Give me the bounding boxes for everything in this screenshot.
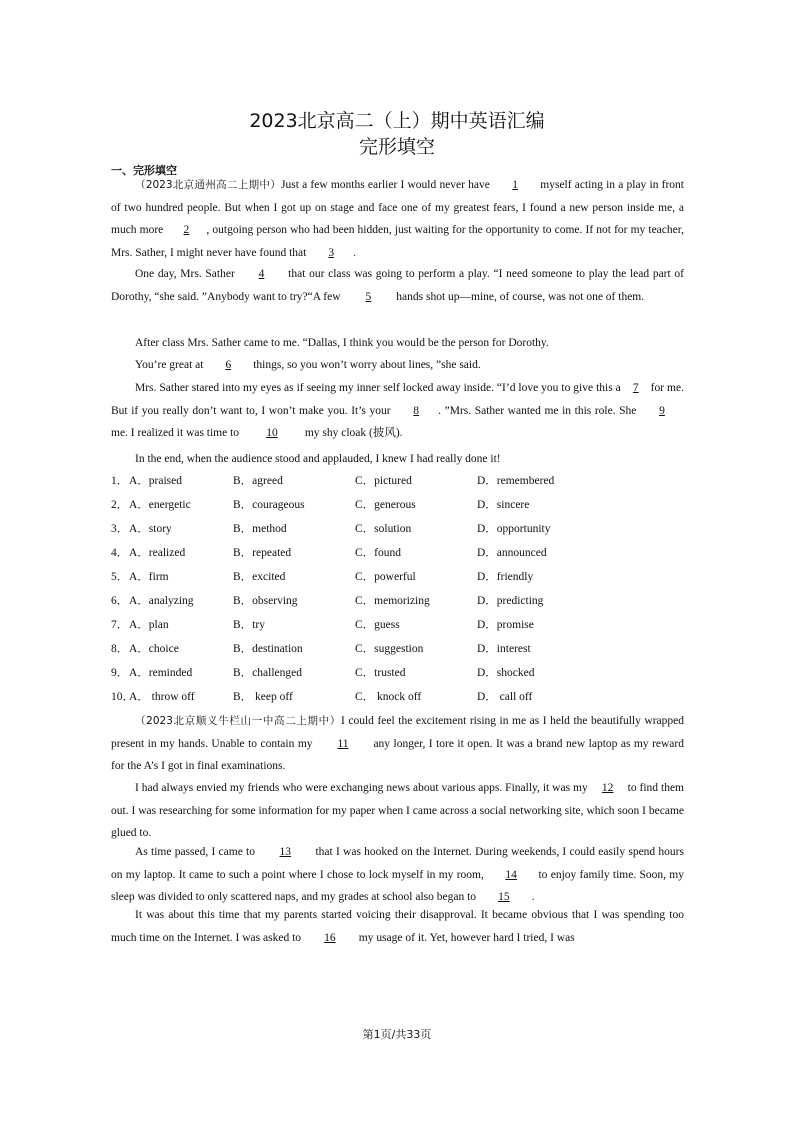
blank-5: 5 [365,290,372,303]
passage1-paragraph-1: （2023北京通州高二上期中）Just a few months earlier I would never have 1 myself acting in a play in front of two hundred people. But when I got up on stage and face one of my greatest fears, I found a new person inside me, a much more 2 , outgoing person who had been hidden, just waiting for the opportunity to come. If not for my teacher, Mrs. Sather, I might never have found that 3 . [111,174,684,264]
blank-14: 14 [505,868,517,881]
question-number: 4． [111,547,129,559]
option-c: C．trusted [355,667,406,679]
option-a: A．praised [129,475,183,487]
passage1-paragraph-6: In the end, when the audience stood and applauded, I knew I had really done it! [135,453,501,465]
option-c: C．memorizing [355,595,430,607]
option-d: D．predicting [477,595,544,607]
title-line-2: 完形填空 [358,136,435,158]
option-c: C．guess [355,619,400,631]
passage1-paragraph-4: You’re great at 6 things, so you won’t worry about lines, ”she said. [111,354,684,377]
option-a: A． throw off [129,691,195,703]
option-a: A．reminded [129,667,193,679]
blank-11: 11 [337,737,349,750]
blank-4: 4 [258,268,265,280]
passage1-source: （2023北京通州高二上期中） [135,179,282,191]
option-c: C．powerful [355,571,416,583]
option-d: D． call off [477,691,533,703]
option-b: B．repeated [233,547,292,559]
title-line-1: 2023北京高二（上）期中英语汇编 [249,110,545,132]
option-c: C．found [355,547,401,559]
passage2-paragraph-2: I had always envied my friends who were exchanging news about various apps. Finally, it was my 12 to find them out. I was researching for some information for my paper when I came across a social networking site, which soon I became glued to. [111,777,684,845]
option-d: D．remembered [477,475,555,487]
option-d: D．friendly [477,571,534,583]
option-c: C．pictured [355,475,412,487]
question-row [111,613,711,637]
option-c: C．generous [355,499,416,511]
question-number: 6． [111,595,129,607]
blank-10: 10 [266,427,278,439]
passage1-paragraph-5: Mrs. Sather stared into my eyes as if seeing my inner self locked away inside. “I’d love you to give this a 7 for me. But if you really don’t want to, I won’t make you. It’s your 8 . ”Mrs. Sather wanted me in this role. She 9 me. I realized it was time to 10 my shy cloak (披风). [111,377,684,445]
question-row [111,565,711,589]
question-number: 8． [111,643,129,655]
option-a: A．energetic [129,499,191,511]
option-b: B．excited [233,571,286,583]
option-b: B． keep off [233,691,293,703]
question-number: 3． [111,523,129,535]
blank-12: 12 [601,782,614,794]
option-d: D．sincere [477,499,530,511]
option-b: B．agreed [233,475,283,487]
blank-3: 3 [328,246,335,259]
option-d: D．shocked [477,667,535,679]
passage1-paragraph-3: After class Mrs. Sather came to me. “Dallas, I think you would be the person for Dorothy. [135,337,549,349]
option-d: D．promise [477,619,534,631]
option-b: B．method [233,523,287,535]
question-number: 5． [111,571,129,583]
option-b: B．courageous [233,499,305,511]
question-row [111,685,711,709]
question-number: 2． [111,499,129,511]
passage2-paragraph-4: It was about this time that my parents started voicing their disapproval. It became obvious that I was spending too much time on the Internet. I was asked to 16 my usage of it. Yet, however hard I tried, I was [111,904,684,949]
option-c: C．suggestion [355,643,424,655]
page-footer: 第1页/共33页 [362,1028,432,1041]
option-d: D．interest [477,643,531,655]
question-row [111,493,711,517]
passage2-source: （2023北京顺义牛栏山一中高二上期中） [135,715,342,727]
question-row [111,661,711,685]
question-row [111,517,711,541]
question-number: 7． [111,619,129,631]
passage2-paragraph-3: As time passed, I came to 13 that I was hooked on the Internet. During weekends, I could easily spend hours on my laptop. It came to such a point where I chose to lock myself in my room, 14 to enjoy family time. Soon, my sleep was divided to only scattered naps, and my grades at school also began to 15 . [111,841,684,909]
option-b: B．destination [233,643,303,655]
question-number: 1． [111,475,129,487]
option-d: D．announced [477,547,547,559]
passage2-paragraph-1: （2023北京顺义牛栏山一中高二上期中）I could feel the excitement rising in me as I held the beautifully wrapped present in my hands. Unable to contain my 11 any longer, I tore it open. It was a brand new laptop as my reward for the A’s I got in final examinations. [111,715,684,772]
question-row [111,589,711,613]
option-a: A．plan [129,619,169,631]
option-a: A．analyzing [129,595,194,607]
option-b: B．observing [233,595,298,607]
question-number: 9． [111,667,129,679]
option-a: A．firm [129,571,169,583]
option-b: B．challenged [233,667,302,679]
blank-15: 15 [498,891,510,903]
document-title [0,108,794,160]
option-b: B．try [233,619,265,631]
question-number: 10． [111,691,134,703]
option-c: C． knock off [355,691,422,703]
option-a: A．story [129,523,172,535]
blank-16: 16 [324,931,336,944]
passage1-paragraph-2: One day, Mrs. Sather 4 that our class was going to perform a play. “I need someone to play the lead part of Dorothy, “she said. ”Anybody want to try?“A few 5 hands shot up—mine, of course, was not one of them. [111,263,684,308]
section-heading: 一、完形填空 [111,164,177,177]
option-a: A．realized [129,547,186,559]
blank-9: 9 [659,404,665,417]
question-row [111,469,711,493]
blank-13: 13 [279,846,291,858]
blank-7: 7 [632,382,639,394]
option-a: A．choice [129,643,179,655]
option-d: D．opportunity [477,523,551,535]
blank-1: 1 [512,179,518,191]
blank-6: 6 [225,359,232,371]
question-row [111,541,711,565]
blank-8: 8 [413,404,420,417]
question-row [111,637,711,661]
option-c: C．solution [355,523,412,535]
blank-2: 2 [183,224,190,236]
